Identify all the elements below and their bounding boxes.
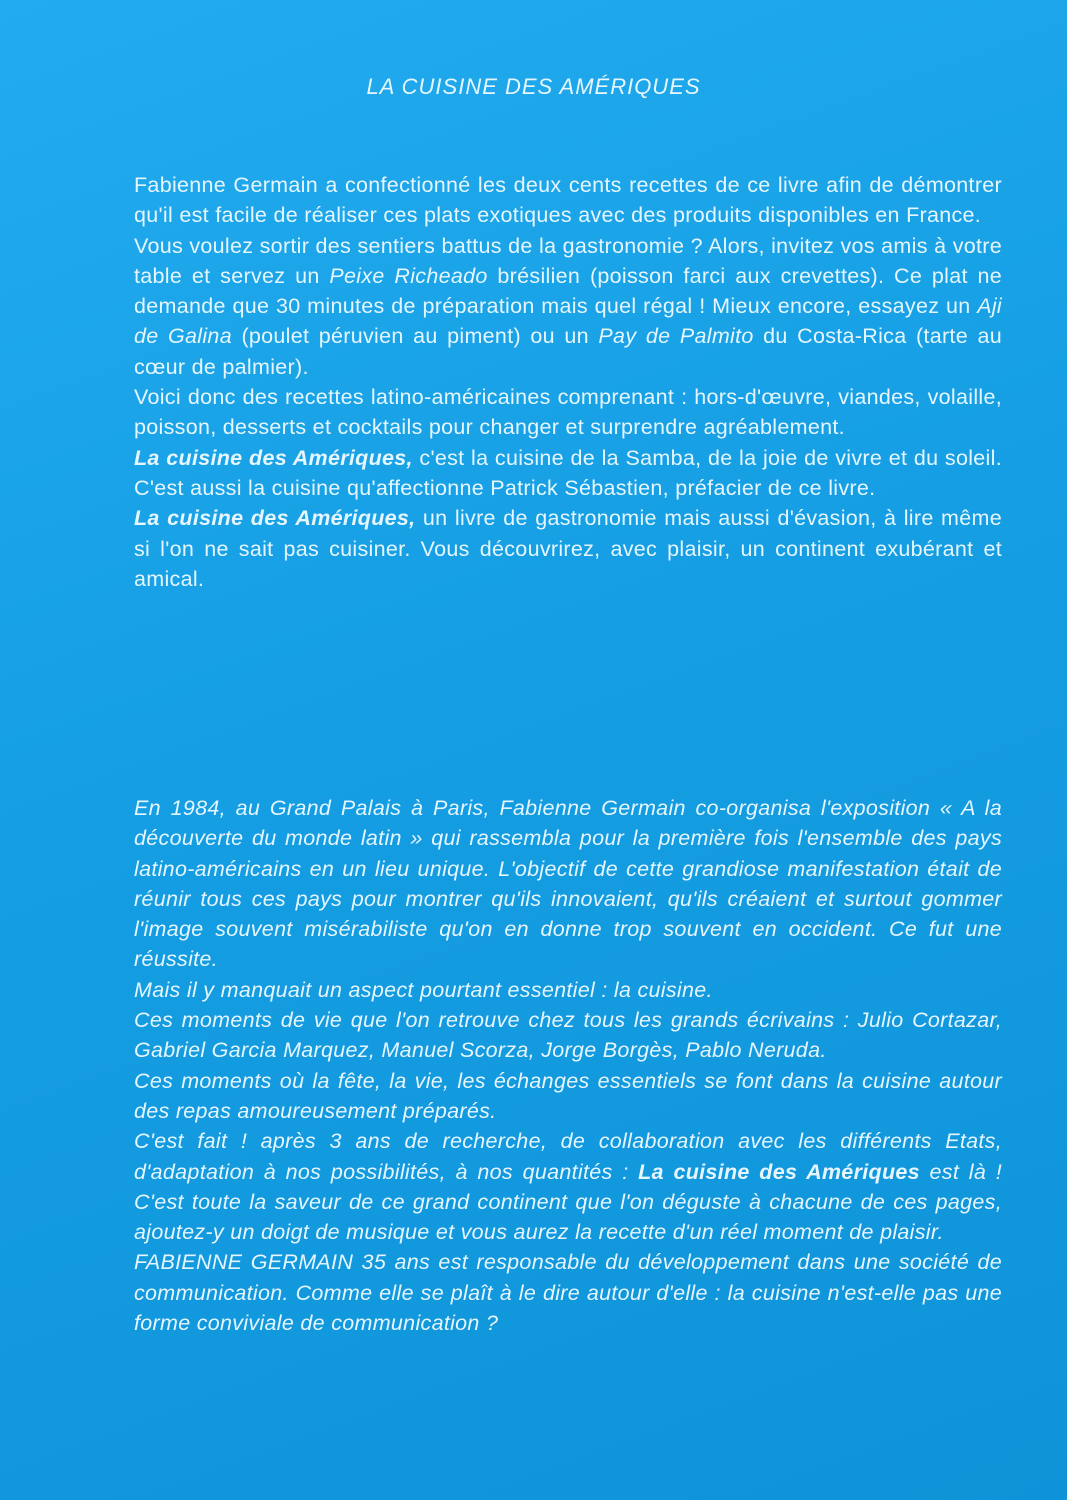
author-paragraph: En 1984, au Grand Palais à Paris, Fabienne Germain co-organisa l'exposition « A la découverte du monde latin » qui rassembla pour la première fois l'ensemble des pays latino-américains en un lieu unique. L'objectif de cette grandiose manifestation était de réunir tous ces pays pour montrer qu'ils innovaient, qu'ils créaient et surtout gommer l'image souvent misérabiliste qu'on en donne trop souvent en occident. Ce fut une réussite.	[134, 796, 1002, 972]
book-title-mention: La cuisine des Amériques	[638, 1159, 920, 1184]
description-paragraph: Vous voulez sortir des sentiers battus de la gastronomie ? Alors, invitez vos amis à votre table et servez un Peixe Richeado brésilien (poisson farci aux crevettes). Ce plat ne demande que 30 minutes de préparation mais quel régal ! Mieux encore, essayez un Aji de Galina (poulet péruvien au piment) ou un Pay de Palmito du Costa-Rica (tarte au cœur de palmier).	[134, 233, 1003, 379]
author-paragraph: Ces moments de vie que l'on retrouve chez tous les grands écrivains : Julio Cortazar, Gabriel Garcia Marquez, Manuel Scorza, Jorge Borgès, Pablo Neruda.	[134, 1008, 1002, 1063]
description-paragraph: La cuisine des Amériques, c'est la cuisine de la Samba, de la joie de vivre et du soleil. C'est aussi la cuisine qu'affectionne Patrick Sébastien, préfacier de ce livre.	[134, 445, 1002, 500]
dish-name: Peixe Richeado	[329, 263, 488, 288]
book-title-mention: La cuisine des Amériques,	[134, 445, 413, 470]
author-paragraph: C'est fait ! après 3 ans de recherche, de collaboration avec les différents Etats, d'adaptation à nos possibilités, à nos quantités : La cuisine des Amériques est là ! C'est toute la saveur de ce grand continent que l'on déguste à chacune de ces pages, ajoutez-y un doigt de musique et vous aurez la recette d'un réel moment de plaisir.	[134, 1129, 1002, 1245]
author-section	[134, 793, 1002, 1338]
book-title: LA CUISINE DES AMÉRIQUES	[366, 74, 701, 99]
author-bio: FABIENNE GERMAIN 35 ans est responsable du développement dans une société de communication. Comme elle se plaît à le dire autour d'elle : la cuisine n'est-elle pas une forme conviviale de communication ?	[134, 1250, 1002, 1336]
author-paragraph: Ces moments où la fête, la vie, les échanges essentiels se font dans la cuisine autour des repas amoureusement préparés.	[134, 1068, 1002, 1123]
dish-name: Pay de Palmito	[598, 324, 754, 349]
dish-name: Aji de Galina	[134, 294, 1002, 349]
book-title-mention: La cuisine des Amériques,	[134, 506, 416, 531]
author-paragraph: Mais il y manquait un aspect pourtant essentiel : la cuisine.	[134, 977, 713, 1002]
description-paragraph: La cuisine des Amériques, un livre de gastronomie mais aussi d'évasion, à lire même si l'on ne sait pas cuisiner. Vous découvrirez, avec plaisir, un continent exubérant et amical.	[134, 506, 1002, 591]
description-paragraph: Voici donc des recettes latino-américaines comprenant : hors-d'œuvre, viandes, volaille, poisson, desserts et cocktails pour changer et surprendre agréablement.	[134, 385, 1002, 440]
book-description	[134, 170, 1002, 594]
description-paragraph: Fabienne Germain a confectionné les deux cents recettes de ce livre afin de démontrer qu'il est facile de réaliser ces plats exotiques avec des produits disponibles en France.	[134, 173, 1002, 228]
